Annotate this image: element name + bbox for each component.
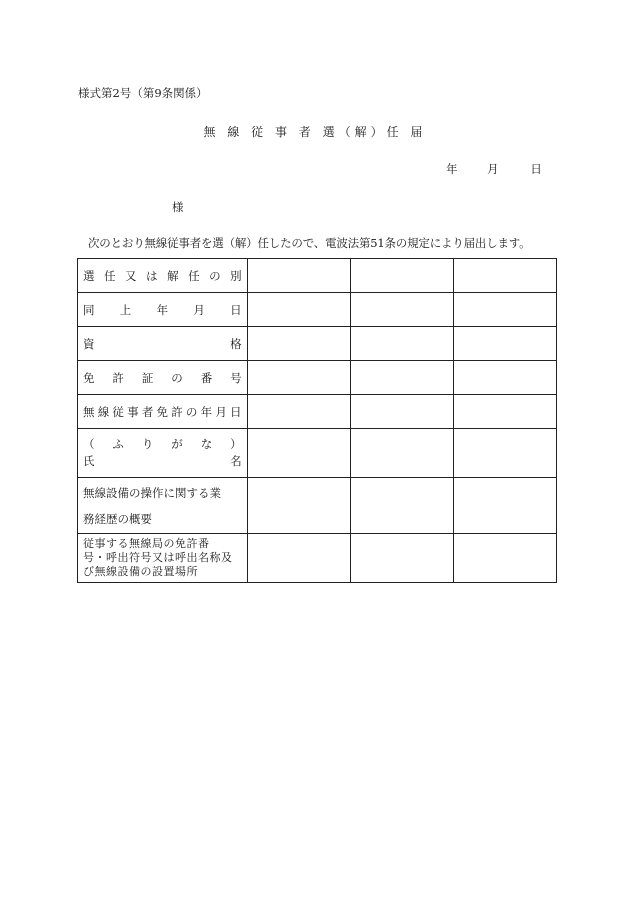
value-cell[interactable]	[453, 293, 556, 327]
date-year-label: 年	[446, 162, 458, 176]
date-month-label: 月	[487, 162, 499, 176]
value-cell[interactable]	[350, 293, 453, 327]
value-cell[interactable]	[350, 395, 453, 429]
value-cell[interactable]	[350, 259, 453, 293]
value-cell[interactable]	[247, 478, 350, 534]
table-row-license-date	[78, 395, 557, 429]
value-cell[interactable]	[453, 259, 556, 293]
label-license-number: 免 許 証 の 番 号	[78, 361, 248, 395]
value-cell[interactable]	[350, 327, 453, 361]
label-same-date: 同 上 年 月 日	[78, 293, 248, 327]
value-cell[interactable]	[247, 395, 350, 429]
value-cell[interactable]	[247, 259, 350, 293]
name-label: 氏 名	[83, 454, 242, 468]
statement-text: 次のとおり無線従事者を選（解）任したので、電波法第51条の規定により届出します。	[88, 236, 531, 250]
label-qualification: 資 格	[78, 327, 248, 361]
label-station-info: 従事する無線局の免許番 号・呼出符号又は呼出名称及 び無線設備の設置場所	[78, 534, 248, 583]
table-row-license-number	[78, 361, 557, 395]
form-title: 無 線 従 事 者 選（解）任 届	[203, 125, 427, 139]
label-work-experience: 無線設備の操作に関する業 務経歴の概要	[78, 478, 248, 534]
addressee-suffix: 様	[172, 200, 184, 214]
appointment-table	[77, 258, 557, 583]
table-row-work-experience	[78, 478, 557, 534]
table-row-qualification	[78, 327, 557, 361]
table-row-same-date	[78, 293, 557, 327]
value-cell[interactable]	[350, 534, 453, 583]
furigana-label: （ ふ り が な ）	[83, 437, 242, 451]
value-cell[interactable]	[453, 361, 556, 395]
value-cell[interactable]	[350, 361, 453, 395]
table-row-name	[78, 429, 557, 478]
form-number: 様式第2号（第9条関係）	[78, 86, 208, 100]
date-line	[446, 161, 542, 177]
label-name	[78, 429, 248, 478]
value-cell[interactable]	[247, 534, 350, 583]
value-cell[interactable]	[453, 534, 556, 583]
table-row-station-info	[78, 534, 557, 583]
value-cell[interactable]	[453, 327, 556, 361]
value-cell[interactable]	[453, 478, 556, 534]
value-cell[interactable]	[247, 293, 350, 327]
value-cell[interactable]	[247, 327, 350, 361]
value-cell[interactable]	[453, 395, 556, 429]
table-row-appointment-type	[78, 259, 557, 293]
value-cell[interactable]	[453, 429, 556, 478]
date-day-label: 日	[530, 162, 542, 176]
label-license-date: 無 線 従 事 者 免 許 の 年 月 日	[78, 395, 248, 429]
label-appointment-type: 選 任 又 は 解 任 の 別	[78, 259, 248, 293]
value-cell[interactable]	[350, 478, 453, 534]
value-cell[interactable]	[247, 429, 350, 478]
value-cell[interactable]	[247, 361, 350, 395]
value-cell[interactable]	[350, 429, 453, 478]
